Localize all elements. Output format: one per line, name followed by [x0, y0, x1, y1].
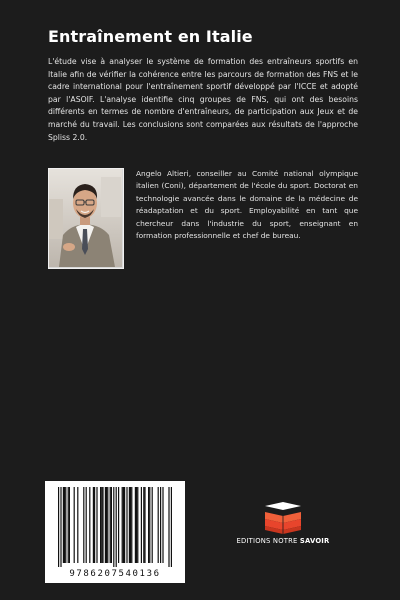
barcode-bar	[152, 487, 153, 563]
barcode-bar	[110, 487, 111, 563]
open-book-stack-icon	[263, 500, 303, 534]
barcode-bar	[68, 487, 69, 563]
barcode-bars	[45, 481, 185, 569]
barcode-bar	[89, 487, 90, 563]
barcode-bar	[149, 487, 150, 563]
book-title: Entraînement en Italie	[48, 27, 253, 46]
isbn-barcode	[45, 481, 185, 583]
author-bio: Angelo Altieri, conseiller au Comité national olympique italien (Coni), département de l'école du sport. Doctorat en technologie avancée dans le domaine de la médecine de réadaptation et du sport. Employabilité en tant que chercheur dans l'industrie du sport, enseignant en formation professionnelle et chef de bureau.	[136, 169, 358, 241]
barcode-bar	[69, 487, 70, 563]
barcode-bar	[136, 487, 137, 563]
barcode-bar	[113, 487, 114, 567]
barcode-bar	[148, 487, 149, 563]
book-abstract: L'étude vise à analyser le système de formation des entraîneurs sportifs en Italie afin de vérifier la cohérence entre les parcours de formation des FNS et le cadre international pour l'entraînement sportif développé par l'ICCE et adopté par l'ASOIF. L'analyse identifie cinq groupes de FNS, qui ont des besoins différents en termes de nombre d'entraîneurs, de participation aux Jeux et de marché du travail. Les conclusions sont comparées aux résultats de l'approche Spliss 2.0.	[48, 57, 358, 142]
barcode-bar	[100, 487, 101, 563]
barcode-bar	[130, 487, 131, 563]
barcode-bar	[116, 487, 117, 567]
barcode-bar	[65, 487, 66, 563]
barcode-bar	[124, 487, 125, 563]
barcode-bar	[118, 487, 119, 563]
barcode-bar	[158, 487, 159, 563]
barcode-bar	[93, 487, 94, 563]
barcode-bar	[96, 487, 97, 563]
barcode-bar	[60, 487, 61, 567]
barcode-bar	[102, 487, 103, 563]
isbn-number: 9786207540136	[69, 569, 161, 579]
barcode-bar	[160, 487, 161, 563]
barcode-bar	[126, 487, 127, 563]
barcode-bar	[143, 487, 144, 563]
barcode-bar	[105, 487, 106, 563]
barcode-bar	[111, 487, 112, 563]
publisher-name: EDITIONS NOTRE SAVOIR	[236, 537, 330, 545]
barcode-bar	[137, 487, 138, 563]
barcode-bar	[86, 487, 87, 563]
barcode-bar	[64, 487, 65, 563]
barcode-bar	[94, 487, 95, 563]
barcode-bar	[122, 487, 123, 563]
barcode-bar	[107, 487, 108, 563]
author-portrait-image	[49, 169, 122, 267]
barcode-bar	[58, 487, 59, 567]
barcode-bar	[171, 487, 172, 567]
barcode-bar	[63, 487, 64, 563]
barcode-bar	[168, 487, 169, 567]
barcode-bar	[141, 487, 142, 563]
barcode-bar	[83, 487, 84, 563]
barcode-bar	[131, 487, 132, 563]
barcode-bar	[106, 487, 107, 563]
author-photo	[48, 168, 124, 269]
barcode-bar	[74, 487, 75, 563]
barcode-bar	[162, 487, 163, 563]
barcode-bar	[144, 487, 145, 563]
barcode-bar	[77, 487, 78, 563]
barcode-bar	[123, 487, 124, 563]
barcode-bar	[129, 487, 130, 563]
barcode-bar	[101, 487, 102, 563]
publisher-logo	[232, 500, 334, 545]
barcode-bar	[135, 487, 136, 563]
